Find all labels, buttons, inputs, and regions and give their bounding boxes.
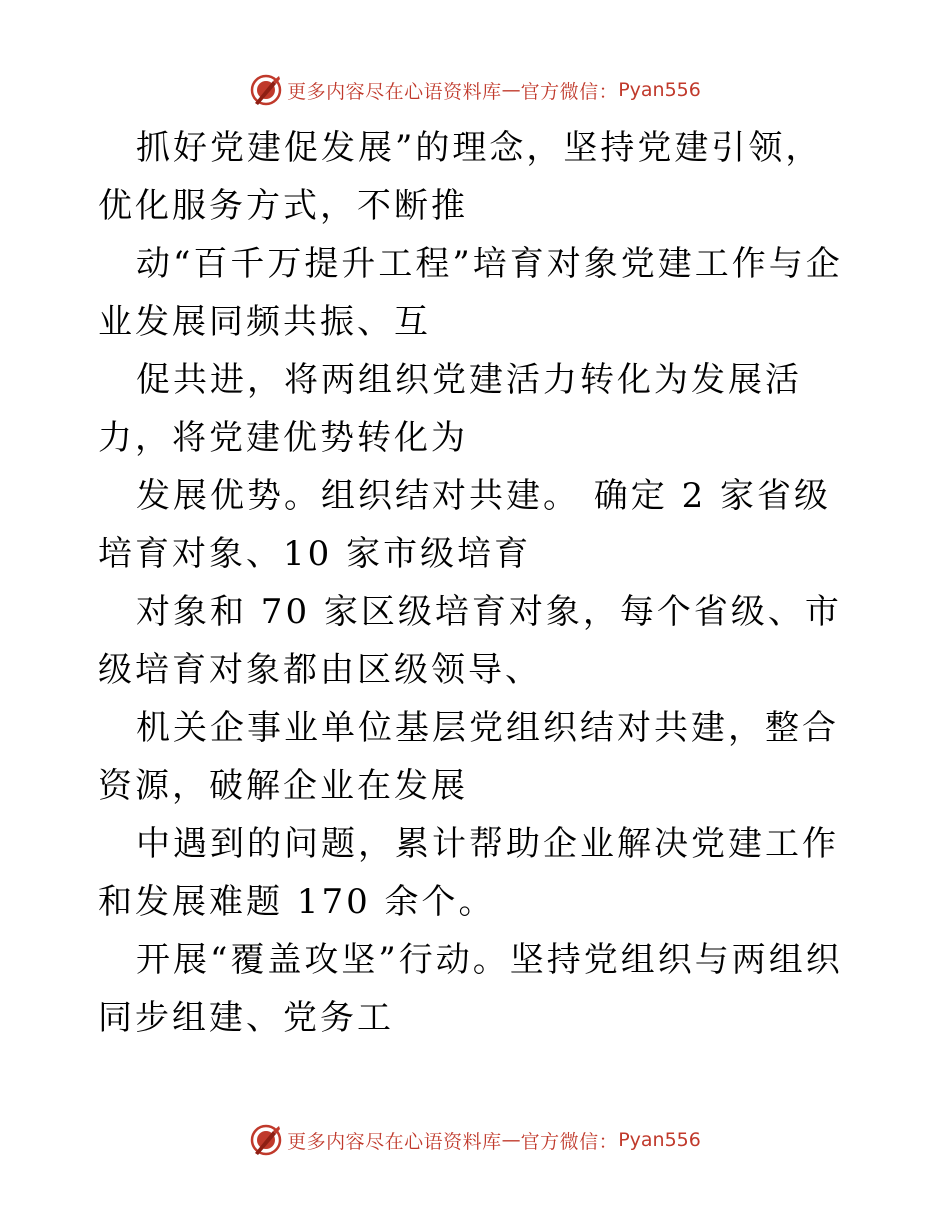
- quill-pen-seal-icon: [249, 1123, 283, 1157]
- watermark-wechat-label: 官方微信：: [520, 80, 619, 103]
- document-body: [98, 119, 858, 1047]
- paragraph-2: 动“百千万提升工程”培育对象党建工作与企业发展同频共振、互: [98, 244, 843, 342]
- watermark-wechat-label: 官方微信：: [520, 1130, 619, 1153]
- watermark-wechat-id: Pyan556: [618, 79, 701, 101]
- paragraph-4: 发展优势。组织结对共建。 确定 2 家省级培育对象、10 家市级培育: [98, 476, 832, 574]
- watermark-dash: —: [501, 1129, 521, 1151]
- footer-watermark: [0, 1120, 950, 1160]
- watermark-site-text: 更多内容尽在心语资料库: [287, 1130, 502, 1153]
- paragraph-7: 中遇到的问题，累计帮助企业解决党建工作和发展难题 170 余个。: [98, 824, 839, 922]
- paragraph-8: 开展“覆盖攻坚”行动。坚持党组织与两组织同步组建、党务工: [98, 940, 843, 1038]
- quill-pen-seal-icon: [249, 73, 283, 107]
- watermark-wechat-id: Pyan556: [618, 1129, 701, 1151]
- paragraph-6: 机关企事业单位基层党组织结对共建，整合资源，破解企业在发展: [98, 708, 839, 806]
- watermark-dash: —: [501, 79, 521, 101]
- header-watermark: [0, 70, 950, 110]
- watermark-site-text: 更多内容尽在心语资料库: [287, 80, 502, 103]
- paragraph-5: 对象和 70 家区级培育对象，每个省级、市级培育对象都由区级领导、: [98, 592, 842, 690]
- paragraph-3: 促共进，将两组织党建活力转化为发展活力，将党建优势转化为: [98, 360, 802, 458]
- paragraph-1: 抓好党建促发展”的理念，坚持党建引领，优化服务方式，不断推: [98, 128, 823, 226]
